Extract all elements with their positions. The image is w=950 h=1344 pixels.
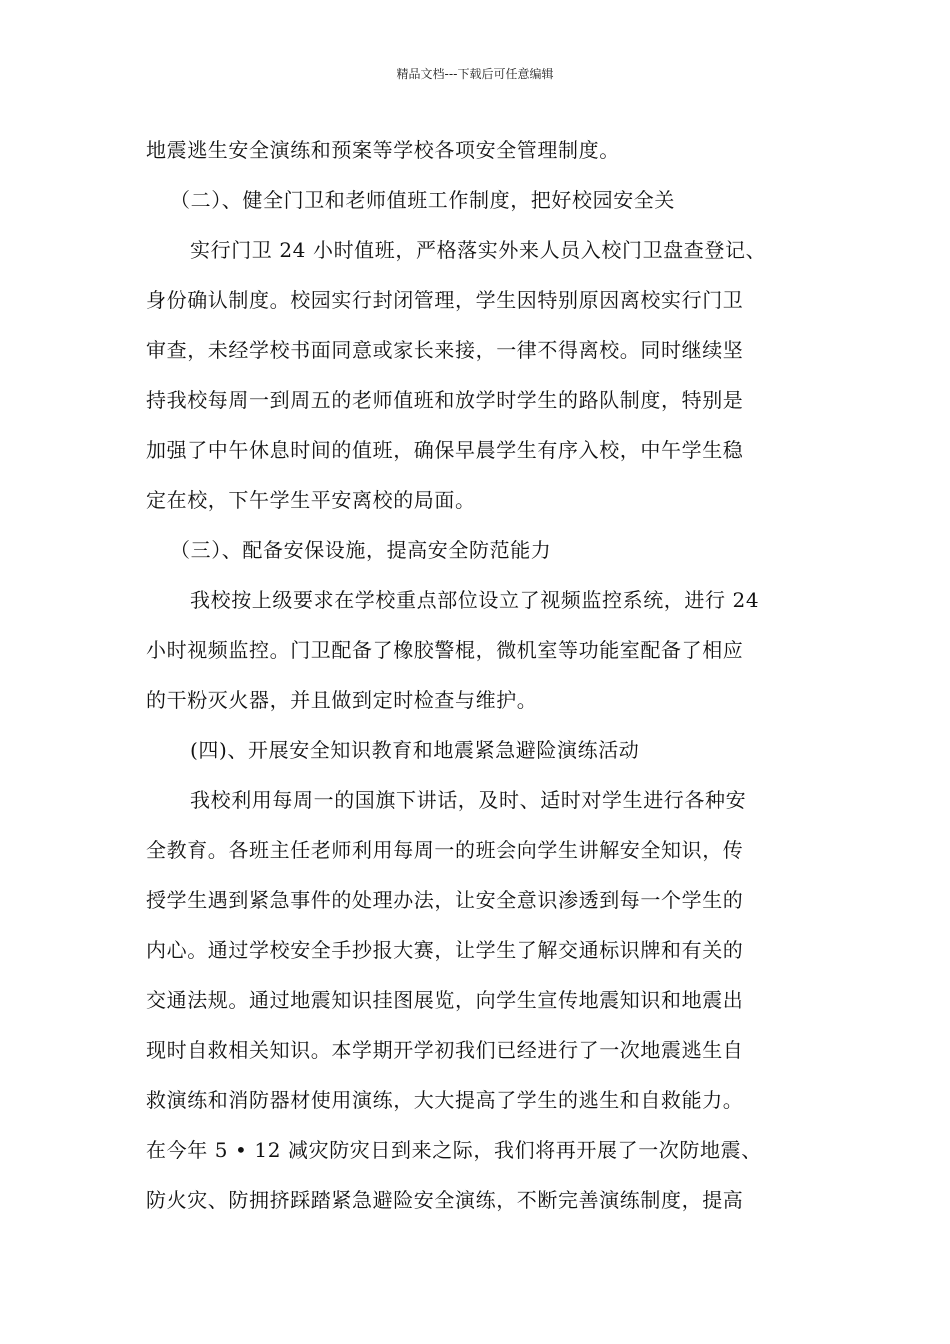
text-line: 全教育。各班主任老师利用每周一的班会向学生讲解安全知识，传	[146, 838, 744, 862]
text-line: 授学生遇到紧急事件的处理办法，让安全意识渗透到每一个学生的	[146, 888, 744, 912]
text-line: 持我校每周一到周五的老师值班和放学时学生的路队制度，特别是	[146, 388, 744, 412]
text-line: 地震逃生安全演练和预案等学校各项安全管理制度。	[146, 138, 620, 162]
text-line: 加强了中午休息时间的值班，确保早晨学生有序入校，中午学生稳	[146, 438, 744, 462]
text-line: 内心。通过学校安全手抄报大赛，让学生了解交通标识牌和有关的	[146, 938, 744, 962]
section-heading-3: （三）、配备安保设施，提高安全防范能力	[170, 538, 552, 562]
text-line: 现时自救相关知识。本学期开学初我们已经进行了一次地震逃生自	[146, 1038, 744, 1062]
text-line: 在今年 5 • 12 减灾防灾日到来之际，我们将再开展了一次防地震、	[146, 1138, 762, 1162]
section-heading-4: (四)、开展安全知识教育和地震紧急避险演练活动	[190, 738, 640, 762]
text-line: 我校按上级要求在学校重点部位设立了视频监控系统，进行 24	[190, 588, 760, 612]
text-line: 救演练和消防器材使用演练，大大提高了学生的逃生和自救能力。	[146, 1088, 744, 1112]
text-line: 实行门卫 24 小时值班，严格落实外来人员入校门卫盘查登记、	[190, 238, 767, 262]
text-line: 的干粉灭火器，并且做到定时检查与维护。	[146, 688, 538, 712]
text-line: 小时视频监控。门卫配备了橡胶警棍，微机室等功能室配备了相应	[146, 638, 744, 662]
text-line: 交通法规。通过地震知识挂图展览，向学生宣传地震知识和地震出	[146, 988, 744, 1012]
text-line: 审查，未经学校书面同意或家长来接，一律不得离校。同时继续坚	[146, 338, 744, 362]
section-heading-2: （二）、健全门卫和老师值班工作制度，把好校园安全关	[170, 188, 675, 212]
text-line: 我校利用每周一的国旗下讲话，及时、适时对学生进行各种安	[190, 788, 747, 812]
page-header: 精品文档---下载后可任意编辑	[396, 67, 554, 81]
text-line: 定在校，下午学生平安离校的局面。	[146, 488, 476, 512]
text-line: 防火灾、防拥挤踩踏紧急避险安全演练，不断完善演练制度，提高	[146, 1188, 744, 1212]
text-line: 身份确认制度。校园实行封闭管理，学生因特别原因离校实行门卫	[146, 288, 744, 312]
